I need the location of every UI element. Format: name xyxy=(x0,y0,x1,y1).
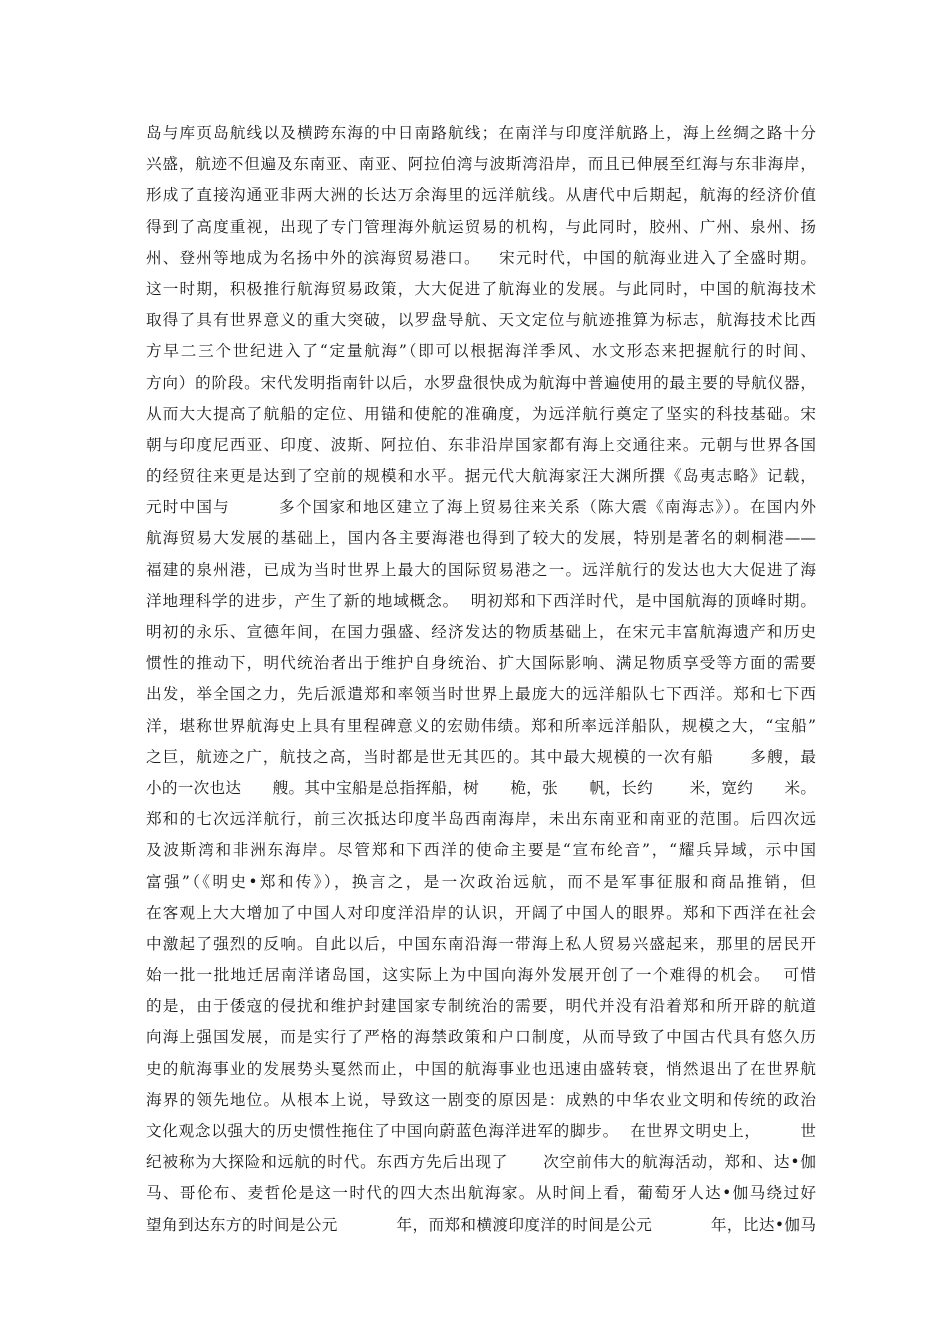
text-line: 方向）的阶段。宋代发明指南针以后，水罗盘很快成为航海中普遍使用的最主要的导航仪器， xyxy=(146,373,816,392)
text-line: 的是，由于倭寇的侵扰和维护封建国家专制统治的需要，明代并没有沿着郑和所开辟的航道 xyxy=(146,997,816,1016)
text-line: 惯性的推动下，明代统治者出于维护自身统治、扩大国际影响、满足物质享受等方面的需要 xyxy=(146,654,816,673)
text-line: 元时中国与 多个国家和地区建立了海上贸易往来关系（陈大震《南海志》）。在国内外 xyxy=(146,498,816,517)
text-line: 富强”（《明史•郑和传》），换言之，是一次政治远航，而不是军事征服和商品推销，但 xyxy=(146,872,816,891)
text-line: 航海贸易大发展的基础上，国内各主要海港也得到了较大的发展，特别是著名的刺桐港—— xyxy=(146,529,816,548)
text-line: 的经贸往来更是达到了空前的规模和水平。据元代大航海家汪大渊所撰《岛夷志略》记载， xyxy=(146,467,816,486)
text-line: 在客观上大大增加了中国人对印度洋沿岸的认识，开阔了中国人的眼界。郑和下西洋在社会 xyxy=(146,903,816,922)
text-line: 史的航海事业的发展势头戛然而止，中国的航海事业也迅速由盛转衰，悄然退出了在世界航 xyxy=(146,1059,816,1078)
text-line: 纪被称为大探险和远航的时代。东西方先后出现了 次空前伟大的航海活动，郑和、达•伽 xyxy=(146,1153,816,1172)
text-line: 朝与印度尼西亚、印度、波斯、阿拉伯、东非沿岸国家都有海上交通往来。元朝与世界各国 xyxy=(146,435,816,454)
text-line: 方早二三个世纪进入了“定量航海”（即可以根据海洋季风、水文形态来把握航行的时间、 xyxy=(146,342,816,361)
text-line: 文化观念以强大的历史惯性拖住了中国向蔚蓝色海洋进军的脚步。 在世界文明史上， 世 xyxy=(146,1122,816,1140)
text-line: 向海上强国发展，而是实行了严格的海禁政策和户口制度，从而导致了中国古代具有悠久历 xyxy=(146,1028,816,1047)
text-line: 从而大大提高了航船的定位、用锚和使舵的准确度，为远洋航行奠定了坚实的科技基础。宋 xyxy=(146,404,816,423)
text-line: 中激起了强烈的反响。自此以后，中国东南沿海一带海上私人贸易兴盛起来，那里的居民开 xyxy=(146,934,816,953)
text-line: 兴盛，航迹不但遍及东南亚、南亚、阿拉伯湾与波斯湾沿岸，而且已伸展至红海与东非海岸， xyxy=(146,155,816,174)
text-line: 始一批一批地迁居南洋诸岛国，这实际上为中国向海外发展开创了一个难得的机会。 可惜 xyxy=(146,966,816,985)
text-line: 海界的领先地位。从根本上说，导致这一剧变的原因是：成熟的中华农业文明和传统的政治 xyxy=(146,1090,816,1109)
text-line: 及波斯湾和非洲东海岸。尽管郑和下西洋的使命主要是“宣布纶音”，“耀兵异域，示中国 xyxy=(146,841,816,860)
body-text xyxy=(146,118,816,1241)
text-line: 形成了直接沟通亚非两大洲的长达万余海里的远洋航线。从唐代中后期起，航海的经济价值 xyxy=(146,186,816,205)
text-line: 得到了高度重视，出现了专门管理海外航运贸易的机构，与此同时，胶州、广州、泉州、扬 xyxy=(146,217,816,236)
text-line: 小的一次也达 艘。其中宝船是总指挥船，树 桅，张 帆，长约 米，宽约 米。 xyxy=(146,778,816,797)
text-line: 岛与库页岛航线以及横跨东海的中日南路航线；在南洋与印度洋航路上，海上丝绸之路十分 xyxy=(146,124,816,142)
text-line: 取得了具有世界意义的重大突破，以罗盘导航、天文定位与航迹推算为标志，航海技术比西 xyxy=(146,311,816,330)
text-line: 明初的永乐、宣德年间，在国力强盛、经济发达的物质基础上，在宋元丰富航海遗产和历史 xyxy=(146,623,816,641)
text-line: 这一时期，积极推行航海贸易政策，大大促进了航海业的发展。与此同时，中国的航海技术 xyxy=(146,279,816,298)
text-line: 福建的泉州港，已成为当时世界上最大的国际贸易港之一。远洋航行的发达也大大促进了海 xyxy=(146,560,816,579)
text-line: 望角到达东方的时间是公元 年，而郑和横渡印度洋的时间是公元 年，比达•伽马 xyxy=(146,1215,816,1234)
text-line: 州、登州等地成为名扬中外的滨海贸易港口。 宋元时代，中国的航海业进入了全盛时期。 xyxy=(146,248,816,267)
text-line: 马、哥伦布、麦哲伦是这一时代的四大杰出航海家。从时间上看，葡萄牙人达•伽马绕过好 xyxy=(146,1184,816,1203)
text-line: 郑和的七次远洋航行，前三次抵达印度半岛西南海岸，未出东南亚和南亚的范围。后四次远 xyxy=(146,810,816,829)
text-line: 之巨，航迹之广，航技之高，当时都是世无其匹的。其中最大规模的一次有船 多艘，最 xyxy=(146,747,816,766)
text-line: 洋，堪称世界航海史上具有里程碑意义的宏勋伟绩。郑和所率远洋船队，规模之大，“宝船” xyxy=(146,716,816,735)
text-line: 洋地理科学的进步，产生了新的地域概念。 明初郑和下西洋时代，是中国航海的顶峰时期。 xyxy=(146,591,816,610)
text-line: 出发，举全国之力，先后派遣郑和率领当时世界上最庞大的远洋船队七下西洋。郑和七下西 xyxy=(146,685,816,704)
